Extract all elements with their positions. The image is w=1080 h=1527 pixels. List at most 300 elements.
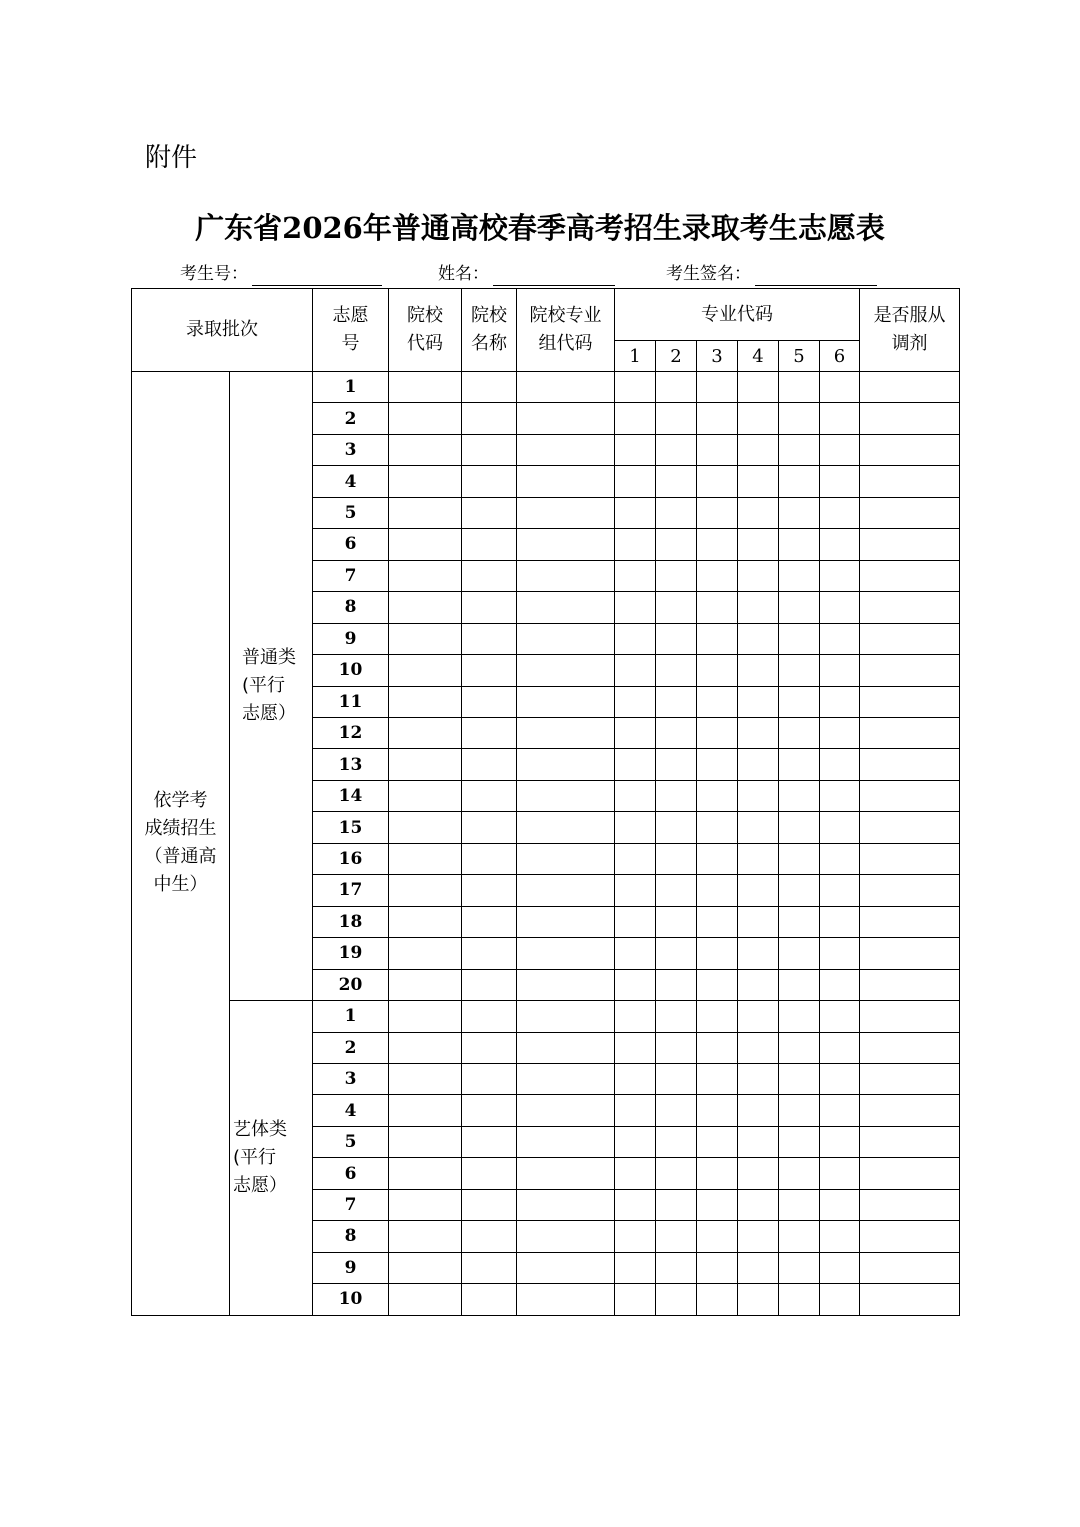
major-code-cell[interactable]: [779, 1189, 820, 1220]
major-code-cell[interactable]: [820, 969, 860, 1000]
group-code-cell[interactable]: [517, 1158, 615, 1189]
school-name-cell[interactable]: [462, 1126, 517, 1157]
major-code-cell[interactable]: [615, 1126, 656, 1157]
major-code-cell[interactable]: [779, 560, 820, 591]
major-code-cell[interactable]: [697, 1095, 738, 1126]
adjust-cell[interactable]: [860, 1032, 960, 1063]
adjust-cell[interactable]: [860, 466, 960, 497]
major-code-cell[interactable]: [615, 875, 656, 906]
major-code-cell[interactable]: [697, 875, 738, 906]
major-code-cell[interactable]: [779, 717, 820, 748]
major-code-cell[interactable]: [820, 780, 860, 811]
major-code-cell[interactable]: [738, 1252, 779, 1283]
group-code-cell[interactable]: [517, 372, 615, 403]
major-code-cell[interactable]: [697, 403, 738, 434]
major-code-cell[interactable]: [738, 1158, 779, 1189]
adjust-cell[interactable]: [860, 592, 960, 623]
major-code-cell[interactable]: [779, 497, 820, 528]
major-code-cell[interactable]: [738, 1095, 779, 1126]
group-code-cell[interactable]: [517, 529, 615, 560]
major-code-cell[interactable]: [656, 1252, 697, 1283]
group-code-cell[interactable]: [517, 1095, 615, 1126]
major-code-cell[interactable]: [656, 497, 697, 528]
major-code-cell[interactable]: [738, 812, 779, 843]
major-code-cell[interactable]: [615, 1284, 656, 1315]
major-code-cell[interactable]: [697, 372, 738, 403]
major-code-cell[interactable]: [697, 906, 738, 937]
major-code-cell[interactable]: [697, 780, 738, 811]
school-name-cell[interactable]: [462, 812, 517, 843]
adjust-cell[interactable]: [860, 875, 960, 906]
major-code-cell[interactable]: [779, 466, 820, 497]
major-code-cell[interactable]: [738, 1284, 779, 1315]
school-name-cell[interactable]: [462, 1001, 517, 1032]
group-code-cell[interactable]: [517, 560, 615, 591]
school-name-cell[interactable]: [462, 497, 517, 528]
group-code-cell[interactable]: [517, 938, 615, 969]
major-code-cell[interactable]: [656, 434, 697, 465]
group-code-cell[interactable]: [517, 843, 615, 874]
school-name-cell[interactable]: [462, 1032, 517, 1063]
major-code-cell[interactable]: [697, 1252, 738, 1283]
major-code-cell[interactable]: [779, 969, 820, 1000]
group-code-cell[interactable]: [517, 466, 615, 497]
adjust-cell[interactable]: [860, 906, 960, 937]
major-code-cell[interactable]: [738, 780, 779, 811]
adjust-cell[interactable]: [860, 1001, 960, 1032]
major-code-cell[interactable]: [656, 1221, 697, 1252]
major-code-cell[interactable]: [615, 1221, 656, 1252]
school-code-cell[interactable]: [389, 686, 462, 717]
major-code-cell[interactable]: [615, 1095, 656, 1126]
signature-blank[interactable]: [755, 265, 877, 286]
major-code-cell[interactable]: [820, 655, 860, 686]
major-code-cell[interactable]: [615, 1001, 656, 1032]
group-code-cell[interactable]: [517, 717, 615, 748]
major-code-cell[interactable]: [697, 843, 738, 874]
major-code-cell[interactable]: [697, 1032, 738, 1063]
major-code-cell[interactable]: [615, 655, 656, 686]
adjust-cell[interactable]: [860, 434, 960, 465]
major-code-cell[interactable]: [820, 686, 860, 717]
school-code-cell[interactable]: [389, 655, 462, 686]
candidate-no-blank[interactable]: [252, 265, 382, 286]
school-name-cell[interactable]: [462, 372, 517, 403]
major-code-cell[interactable]: [820, 592, 860, 623]
school-code-cell[interactable]: [389, 497, 462, 528]
major-code-cell[interactable]: [738, 969, 779, 1000]
major-code-cell[interactable]: [738, 843, 779, 874]
major-code-cell[interactable]: [656, 1284, 697, 1315]
adjust-cell[interactable]: [860, 780, 960, 811]
major-code-cell[interactable]: [738, 1001, 779, 1032]
major-code-cell[interactable]: [820, 623, 860, 654]
major-code-cell[interactable]: [697, 655, 738, 686]
major-code-cell[interactable]: [779, 1126, 820, 1157]
major-code-cell[interactable]: [738, 749, 779, 780]
major-code-cell[interactable]: [820, 1032, 860, 1063]
school-code-cell[interactable]: [389, 403, 462, 434]
group-code-cell[interactable]: [517, 1189, 615, 1220]
group-code-cell[interactable]: [517, 1284, 615, 1315]
adjust-cell[interactable]: [860, 372, 960, 403]
major-code-cell[interactable]: [820, 1284, 860, 1315]
school-code-cell[interactable]: [389, 749, 462, 780]
school-name-cell[interactable]: [462, 1189, 517, 1220]
school-code-cell[interactable]: [389, 1158, 462, 1189]
major-code-cell[interactable]: [656, 938, 697, 969]
major-code-cell[interactable]: [738, 1032, 779, 1063]
major-code-cell[interactable]: [656, 686, 697, 717]
major-code-cell[interactable]: [738, 560, 779, 591]
school-name-cell[interactable]: [462, 592, 517, 623]
major-code-cell[interactable]: [656, 623, 697, 654]
major-code-cell[interactable]: [697, 529, 738, 560]
adjust-cell[interactable]: [860, 717, 960, 748]
major-code-cell[interactable]: [656, 875, 697, 906]
school-name-cell[interactable]: [462, 529, 517, 560]
major-code-cell[interactable]: [656, 812, 697, 843]
major-code-cell[interactable]: [820, 1126, 860, 1157]
adjust-cell[interactable]: [860, 623, 960, 654]
major-code-cell[interactable]: [738, 497, 779, 528]
group-code-cell[interactable]: [517, 686, 615, 717]
major-code-cell[interactable]: [779, 843, 820, 874]
school-name-cell[interactable]: [462, 1158, 517, 1189]
school-code-cell[interactable]: [389, 434, 462, 465]
major-code-cell[interactable]: [656, 560, 697, 591]
major-code-cell[interactable]: [697, 686, 738, 717]
major-code-cell[interactable]: [615, 372, 656, 403]
major-code-cell[interactable]: [615, 749, 656, 780]
major-code-cell[interactable]: [738, 717, 779, 748]
school-code-cell[interactable]: [389, 1032, 462, 1063]
group-code-cell[interactable]: [517, 497, 615, 528]
school-name-cell[interactable]: [462, 843, 517, 874]
major-code-cell[interactable]: [697, 592, 738, 623]
school-name-cell[interactable]: [462, 1252, 517, 1283]
major-code-cell[interactable]: [738, 686, 779, 717]
major-code-cell[interactable]: [738, 466, 779, 497]
group-code-cell[interactable]: [517, 1221, 615, 1252]
major-code-cell[interactable]: [779, 623, 820, 654]
major-code-cell[interactable]: [656, 655, 697, 686]
major-code-cell[interactable]: [738, 1126, 779, 1157]
group-code-cell[interactable]: [517, 1126, 615, 1157]
major-code-cell[interactable]: [820, 717, 860, 748]
school-code-cell[interactable]: [389, 1001, 462, 1032]
major-code-cell[interactable]: [656, 1032, 697, 1063]
major-code-cell[interactable]: [779, 906, 820, 937]
school-code-cell[interactable]: [389, 529, 462, 560]
major-code-cell[interactable]: [820, 497, 860, 528]
major-code-cell[interactable]: [820, 1063, 860, 1094]
group-code-cell[interactable]: [517, 655, 615, 686]
adjust-cell[interactable]: [860, 655, 960, 686]
group-code-cell[interactable]: [517, 969, 615, 1000]
major-code-cell[interactable]: [615, 592, 656, 623]
adjust-cell[interactable]: [860, 403, 960, 434]
major-code-cell[interactable]: [615, 969, 656, 1000]
major-code-cell[interactable]: [697, 434, 738, 465]
major-code-cell[interactable]: [820, 1221, 860, 1252]
major-code-cell[interactable]: [656, 529, 697, 560]
major-code-cell[interactable]: [820, 1189, 860, 1220]
school-name-cell[interactable]: [462, 749, 517, 780]
major-code-cell[interactable]: [820, 843, 860, 874]
group-code-cell[interactable]: [517, 623, 615, 654]
major-code-cell[interactable]: [697, 466, 738, 497]
school-code-cell[interactable]: [389, 938, 462, 969]
name-blank[interactable]: [493, 265, 615, 286]
major-code-cell[interactable]: [820, 434, 860, 465]
major-code-cell[interactable]: [697, 1158, 738, 1189]
adjust-cell[interactable]: [860, 1221, 960, 1252]
major-code-cell[interactable]: [656, 1189, 697, 1220]
group-code-cell[interactable]: [517, 1032, 615, 1063]
major-code-cell[interactable]: [779, 403, 820, 434]
adjust-cell[interactable]: [860, 1063, 960, 1094]
major-code-cell[interactable]: [697, 497, 738, 528]
major-code-cell[interactable]: [779, 1032, 820, 1063]
major-code-cell[interactable]: [820, 906, 860, 937]
major-code-cell[interactable]: [615, 780, 656, 811]
school-code-cell[interactable]: [389, 466, 462, 497]
school-name-cell[interactable]: [462, 434, 517, 465]
major-code-cell[interactable]: [738, 1189, 779, 1220]
major-code-cell[interactable]: [779, 1095, 820, 1126]
adjust-cell[interactable]: [860, 749, 960, 780]
school-name-cell[interactable]: [462, 686, 517, 717]
major-code-cell[interactable]: [656, 1095, 697, 1126]
school-code-cell[interactable]: [389, 1063, 462, 1094]
school-name-cell[interactable]: [462, 466, 517, 497]
adjust-cell[interactable]: [860, 1284, 960, 1315]
major-code-cell[interactable]: [738, 372, 779, 403]
adjust-cell[interactable]: [860, 938, 960, 969]
school-code-cell[interactable]: [389, 623, 462, 654]
adjust-cell[interactable]: [860, 497, 960, 528]
major-code-cell[interactable]: [779, 434, 820, 465]
major-code-cell[interactable]: [656, 1158, 697, 1189]
major-code-cell[interactable]: [697, 1221, 738, 1252]
major-code-cell[interactable]: [656, 1126, 697, 1157]
group-code-cell[interactable]: [517, 780, 615, 811]
major-code-cell[interactable]: [697, 1284, 738, 1315]
school-name-cell[interactable]: [462, 875, 517, 906]
major-code-cell[interactable]: [738, 529, 779, 560]
major-code-cell[interactable]: [697, 1189, 738, 1220]
major-code-cell[interactable]: [656, 1001, 697, 1032]
adjust-cell[interactable]: [860, 1252, 960, 1283]
major-code-cell[interactable]: [779, 592, 820, 623]
major-code-cell[interactable]: [738, 906, 779, 937]
major-code-cell[interactable]: [779, 780, 820, 811]
major-code-cell[interactable]: [779, 1063, 820, 1094]
major-code-cell[interactable]: [820, 403, 860, 434]
group-code-cell[interactable]: [517, 1063, 615, 1094]
school-code-cell[interactable]: [389, 780, 462, 811]
school-name-cell[interactable]: [462, 780, 517, 811]
major-code-cell[interactable]: [615, 466, 656, 497]
major-code-cell[interactable]: [820, 1252, 860, 1283]
major-code-cell[interactable]: [779, 1221, 820, 1252]
school-code-cell[interactable]: [389, 1221, 462, 1252]
major-code-cell[interactable]: [779, 812, 820, 843]
school-name-cell[interactable]: [462, 1221, 517, 1252]
adjust-cell[interactable]: [860, 529, 960, 560]
school-name-cell[interactable]: [462, 623, 517, 654]
major-code-cell[interactable]: [820, 749, 860, 780]
major-code-cell[interactable]: [656, 969, 697, 1000]
major-code-cell[interactable]: [738, 875, 779, 906]
school-name-cell[interactable]: [462, 1063, 517, 1094]
school-name-cell[interactable]: [462, 717, 517, 748]
major-code-cell[interactable]: [820, 1095, 860, 1126]
major-code-cell[interactable]: [779, 372, 820, 403]
adjust-cell[interactable]: [860, 1158, 960, 1189]
major-code-cell[interactable]: [697, 560, 738, 591]
major-code-cell[interactable]: [656, 403, 697, 434]
major-code-cell[interactable]: [738, 1221, 779, 1252]
major-code-cell[interactable]: [738, 403, 779, 434]
major-code-cell[interactable]: [615, 434, 656, 465]
major-code-cell[interactable]: [615, 529, 656, 560]
school-code-cell[interactable]: [389, 1189, 462, 1220]
major-code-cell[interactable]: [738, 434, 779, 465]
group-code-cell[interactable]: [517, 875, 615, 906]
school-code-cell[interactable]: [389, 875, 462, 906]
major-code-cell[interactable]: [697, 1063, 738, 1094]
major-code-cell[interactable]: [656, 780, 697, 811]
major-code-cell[interactable]: [779, 875, 820, 906]
major-code-cell[interactable]: [820, 812, 860, 843]
major-code-cell[interactable]: [615, 1032, 656, 1063]
school-name-cell[interactable]: [462, 969, 517, 1000]
major-code-cell[interactable]: [820, 372, 860, 403]
school-code-cell[interactable]: [389, 906, 462, 937]
major-code-cell[interactable]: [738, 592, 779, 623]
school-name-cell[interactable]: [462, 906, 517, 937]
major-code-cell[interactable]: [779, 1252, 820, 1283]
school-code-cell[interactable]: [389, 717, 462, 748]
group-code-cell[interactable]: [517, 1001, 615, 1032]
group-code-cell[interactable]: [517, 1252, 615, 1283]
major-code-cell[interactable]: [697, 938, 738, 969]
group-code-cell[interactable]: [517, 592, 615, 623]
major-code-cell[interactable]: [820, 1158, 860, 1189]
adjust-cell[interactable]: [860, 1189, 960, 1220]
school-code-cell[interactable]: [389, 843, 462, 874]
major-code-cell[interactable]: [656, 717, 697, 748]
school-name-cell[interactable]: [462, 1284, 517, 1315]
major-code-cell[interactable]: [697, 1001, 738, 1032]
major-code-cell[interactable]: [779, 938, 820, 969]
major-code-cell[interactable]: [779, 655, 820, 686]
school-code-cell[interactable]: [389, 1095, 462, 1126]
school-code-cell[interactable]: [389, 812, 462, 843]
major-code-cell[interactable]: [656, 749, 697, 780]
major-code-cell[interactable]: [615, 1189, 656, 1220]
adjust-cell[interactable]: [860, 560, 960, 591]
school-name-cell[interactable]: [462, 403, 517, 434]
major-code-cell[interactable]: [615, 686, 656, 717]
major-code-cell[interactable]: [738, 938, 779, 969]
major-code-cell[interactable]: [779, 749, 820, 780]
school-name-cell[interactable]: [462, 560, 517, 591]
major-code-cell[interactable]: [615, 403, 656, 434]
major-code-cell[interactable]: [615, 812, 656, 843]
major-code-cell[interactable]: [820, 466, 860, 497]
major-code-cell[interactable]: [738, 655, 779, 686]
adjust-cell[interactable]: [860, 1095, 960, 1126]
major-code-cell[interactable]: [820, 938, 860, 969]
major-code-cell[interactable]: [656, 372, 697, 403]
major-code-cell[interactable]: [820, 560, 860, 591]
group-code-cell[interactable]: [517, 749, 615, 780]
school-code-cell[interactable]: [389, 1284, 462, 1315]
school-name-cell[interactable]: [462, 1095, 517, 1126]
school-code-cell[interactable]: [389, 1252, 462, 1283]
major-code-cell[interactable]: [615, 560, 656, 591]
major-code-cell[interactable]: [779, 1001, 820, 1032]
major-code-cell[interactable]: [820, 1001, 860, 1032]
major-code-cell[interactable]: [697, 717, 738, 748]
major-code-cell[interactable]: [615, 623, 656, 654]
major-code-cell[interactable]: [697, 1126, 738, 1157]
group-code-cell[interactable]: [517, 906, 615, 937]
school-name-cell[interactable]: [462, 938, 517, 969]
adjust-cell[interactable]: [860, 686, 960, 717]
major-code-cell[interactable]: [615, 938, 656, 969]
school-name-cell[interactable]: [462, 655, 517, 686]
major-code-cell[interactable]: [656, 1063, 697, 1094]
major-code-cell[interactable]: [615, 1063, 656, 1094]
major-code-cell[interactable]: [820, 875, 860, 906]
major-code-cell[interactable]: [779, 529, 820, 560]
major-code-cell[interactable]: [615, 906, 656, 937]
adjust-cell[interactable]: [860, 812, 960, 843]
major-code-cell[interactable]: [615, 717, 656, 748]
major-code-cell[interactable]: [779, 1284, 820, 1315]
major-code-cell[interactable]: [656, 592, 697, 623]
school-code-cell[interactable]: [389, 969, 462, 1000]
school-code-cell[interactable]: [389, 372, 462, 403]
major-code-cell[interactable]: [738, 623, 779, 654]
major-code-cell[interactable]: [615, 497, 656, 528]
major-code-cell[interactable]: [738, 1063, 779, 1094]
major-code-cell[interactable]: [656, 843, 697, 874]
major-code-cell[interactable]: [656, 466, 697, 497]
school-code-cell[interactable]: [389, 560, 462, 591]
major-code-cell[interactable]: [615, 1252, 656, 1283]
school-code-cell[interactable]: [389, 1126, 462, 1157]
adjust-cell[interactable]: [860, 1126, 960, 1157]
adjust-cell[interactable]: [860, 969, 960, 1000]
major-code-cell[interactable]: [697, 969, 738, 1000]
major-code-cell[interactable]: [615, 843, 656, 874]
group-code-cell[interactable]: [517, 434, 615, 465]
adjust-cell[interactable]: [860, 843, 960, 874]
group-code-cell[interactable]: [517, 812, 615, 843]
major-code-cell[interactable]: [820, 529, 860, 560]
major-code-cell[interactable]: [697, 623, 738, 654]
major-code-cell[interactable]: [615, 1158, 656, 1189]
group-code-cell[interactable]: [517, 403, 615, 434]
major-code-cell[interactable]: [779, 686, 820, 717]
major-code-cell[interactable]: [697, 812, 738, 843]
major-code-cell[interactable]: [656, 906, 697, 937]
